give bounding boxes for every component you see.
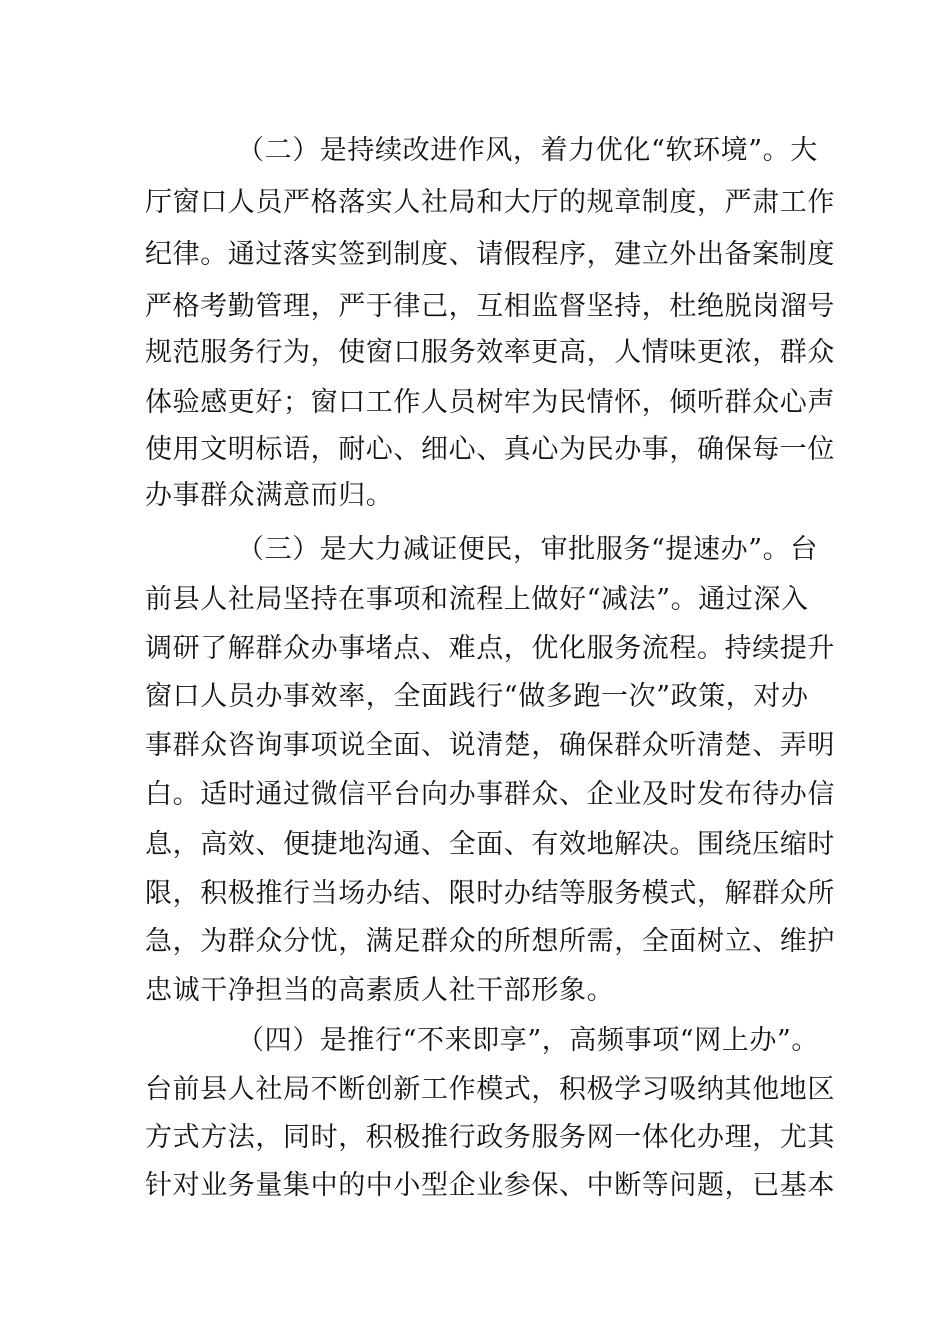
paragraph-3-line-5: 事群众咨询事项说全面、说清楚，确保群众听清楚、弄明: [145, 730, 835, 761]
paragraph-2-line-6: 体验感更好；窗口工作人员树牢为民情怀，倾听群众心声: [145, 387, 835, 418]
paragraph-3-line-4: 窗口人员办事效率，全面践行“做多跑一次”政策，对办: [145, 681, 809, 712]
paragraph-4-line-2: 台前县人社局不断创新工作模式，积极学习吸纳其他地区: [145, 1074, 835, 1105]
paragraph-3-line-9: 急，为群众分忧，满足群众的所想所需，全面树立、维护: [145, 926, 835, 957]
paragraph-2-line-3: 纪律。通过落实签到制度、请假程序，建立外出备案制度: [145, 239, 835, 270]
paragraph-4-line-4: 针对业务量集中的中小型企业参保、中断等问题，已基本: [145, 1170, 835, 1201]
paragraph-2-line-1: （二）是持续改进作风，着力优化“软环境”。大: [237, 135, 818, 166]
paragraph-3-line-8: 限，积极推行当场办结、限时办结等服务模式，解群众所: [145, 878, 835, 909]
paragraph-2-line-8: 办事群众满意而归。: [145, 480, 394, 511]
paragraph-3-line-6: 白。适时通过微信平台向办事群众、企业及时发布待办信: [145, 779, 835, 810]
paragraph-2-line-7: 使用文明标语，耐心、细心、真心为民办事，确保每一位: [145, 434, 835, 465]
paragraph-2-line-5: 规范服务行为，使窗口服务效率更高，人情味更浓，群众: [145, 337, 835, 368]
paragraph-4-line-3: 方式方法，同时，积极推行政务服务网一体化办理，尤其: [145, 1122, 835, 1153]
paragraph-3-line-3: 调研了解群众办事堵点、难点，优化服务流程。持续提升: [145, 633, 835, 664]
paragraph-3-line-1: （三）是大力减证便民，审批服务“提速办”。台: [237, 534, 818, 565]
paragraph-3-line-7: 息，高效、便捷地沟通、全面、有效地解决。围绕压缩时: [145, 829, 835, 860]
paragraph-3-line-10: 忠诚干净担当的高素质人社干部形象。: [145, 975, 615, 1006]
paragraph-2-line-2: 厅窗口人员严格落实人社局和大厅的规章制度，严肃工作: [145, 187, 835, 218]
paragraph-4-line-1: （四）是推行“不来即享”，高频事项“网上办”。: [237, 1025, 820, 1056]
paragraph-3-line-2: 前县人社局坚持在事项和流程上做好“减法”。通过深入: [145, 584, 809, 615]
paragraph-2-line-4: 严格考勤管理，严于律己，互相监督坚持，杜绝脱岗溜号: [145, 291, 835, 322]
